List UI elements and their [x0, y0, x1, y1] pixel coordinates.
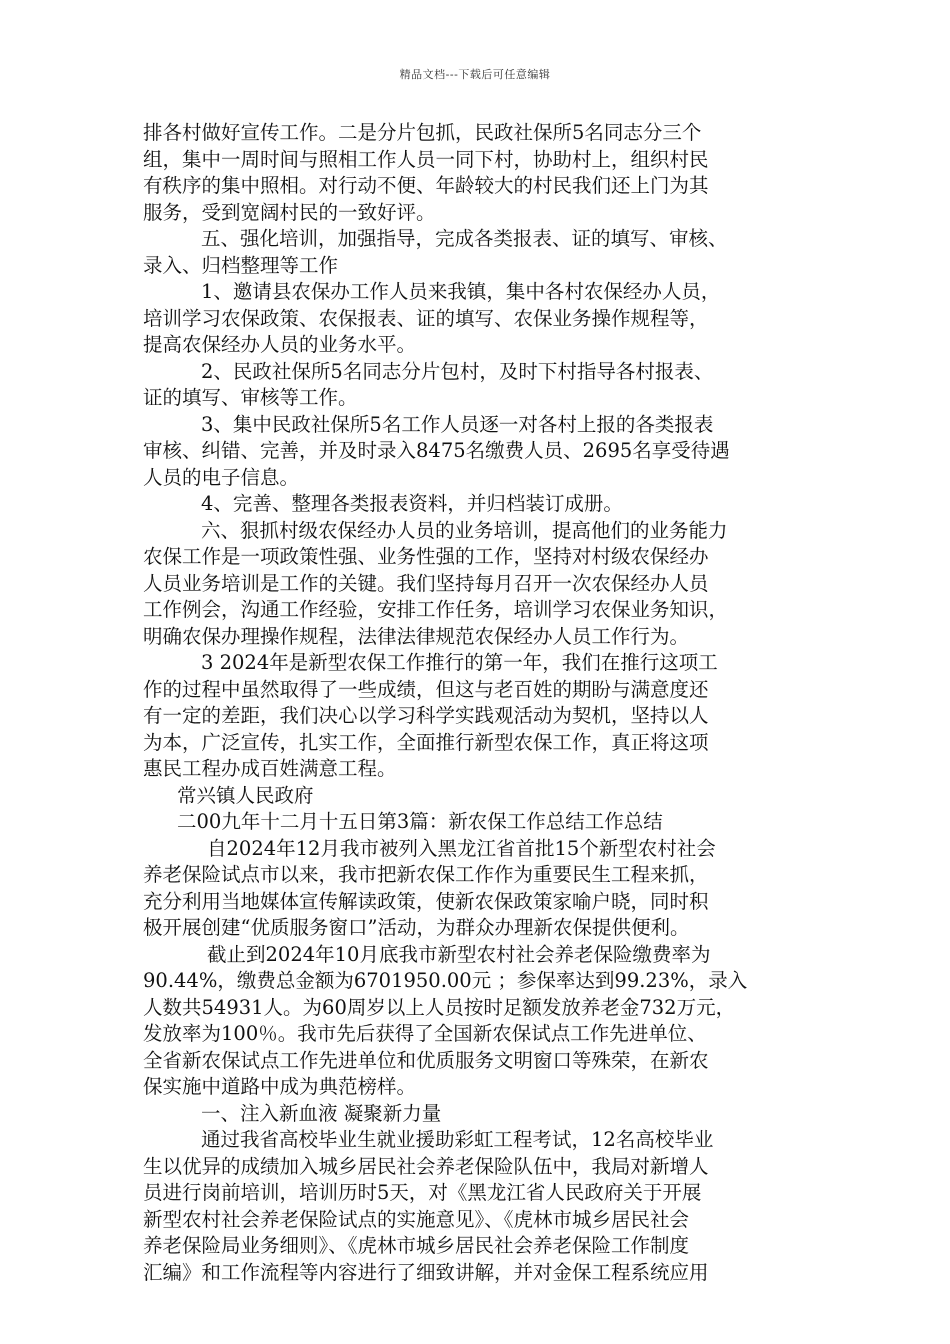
text-line: 员进行岗前培训，培训历时5天，对《黑龙江省人民政府关于开展: [143, 1181, 702, 1204]
text-line: 培训学习农保政策、农保报表、证的填写、农保业务操作规程等，: [143, 306, 709, 330]
list-item-4: 4、完善、整理各类报表资料，并归档装订成册。: [201, 492, 623, 515]
text-line: 有一定的差距，我们决心以学习科学实践观活动为契机，坚持以人: [143, 704, 709, 727]
list-item-1: 1、邀请县农保办工作人员来我镇，集中各村农保经办人员，: [201, 280, 721, 303]
section-heading-5: 五、强化培训，加强指导，完成各类报表、证的填写、审核、: [201, 227, 728, 250]
signature-org: 常兴镇人民政府: [177, 783, 314, 807]
paragraph-start: 截止到2024年10月底我市新型农村社会养老保险缴费率为: [207, 942, 711, 966]
text-line: 服务，受到宽阔村民的一致好评。: [143, 200, 436, 224]
text-line: 养老保险试点市以来，我市把新农保工作作为重要民生工程来抓，: [143, 863, 709, 886]
text-line: 90.44%，缴费总金额为6701950.00元 ；参保率达到99.23%，录入: [143, 969, 748, 992]
text-line: 明确农保办理操作规程，法律法律规范农保经办人员工作行为。: [143, 624, 690, 648]
signature-date-title: 二00九年十二月十五日第3篇：新农保工作总结工作总结: [177, 810, 663, 833]
paragraph-start: 自2024年12月我市被列入黑龙江省首批15个新型农村社会: [207, 836, 716, 860]
section-heading-6: 六、狠抓村级农保经办人员的业务培训，提高他们的业务能力: [201, 518, 728, 542]
text-line: 人员的电子信息。: [143, 465, 300, 489]
list-item-3: 3、集中民政社保所5名工作人员逐一对各村上报的各类报表: [201, 412, 714, 436]
text-line: 生以优异的成绩加入城乡居民社会养老保险队伍中，我局对新增人: [143, 1154, 709, 1178]
text-line: 惠民工程办成百姓满意工程。: [143, 757, 397, 780]
section-heading-1: 一、注入新血液 凝聚新力量: [201, 1101, 442, 1125]
text-line: 全省新农保试点工作先进单位和优质服务文明窗口等殊荣，在新农: [143, 1048, 709, 1072]
text-line: 养老保险局业务细则》、《虎林市城乡居民社会养老保险工作制度: [143, 1234, 690, 1257]
text-line: 发放率为100％。我市先后获得了全国新农保试点工作先进单位、: [143, 1022, 707, 1045]
text-line: 组，集中一周时间与照相工作人员一同下村，协助村上，组织村民: [143, 147, 709, 171]
text-line: 审核、纠错、完善，并及时录入8475名缴费人员、2695名享受待遇: [143, 439, 730, 462]
text-line: 极开展创建“优质服务窗口”活动，为群众办理新农保提供便利。: [143, 916, 690, 939]
text-line: 排各村做好宣传工作。二是分片包抓，民政社保所5名同志分三个: [143, 121, 702, 144]
text-line: 汇编》和工作流程等内容进行了细致讲解，并对金保工程系统应用: [143, 1260, 709, 1284]
text-line: 工作例会，沟通工作经验，安排工作任务，培训学习农保业务知识，: [143, 598, 729, 621]
text-line: 为本，广泛宣传，扎实工作，全面推行新型农保工作，真正将这项: [143, 730, 709, 754]
page-header: 精品文档---下载后可任意编辑: [399, 68, 551, 81]
paragraph-start: 通过我省高校毕业生就业援助彩虹工程考试，12名高校毕业: [201, 1128, 714, 1151]
list-item-2: 2、民政社保所5名同志分片包村，及时下村指导各村报表、: [201, 359, 714, 383]
text-line: 证的填写、审核等工作。: [143, 386, 358, 409]
text-line: 提高农保经办人员的业务水平。: [143, 333, 417, 356]
document-body: [143, 120, 811, 1286]
text-line: 新型农村社会养老保险试点的实施意见》、《虎林市城乡居民社会: [143, 1207, 690, 1231]
text-line: 录入、归档整理等工作: [143, 253, 339, 277]
text-line: 人数共54931人。为60周岁以上人员按时足额发放养老金732万元，: [143, 995, 736, 1019]
text-line: 充分利用当地媒体宣传解读政策，使新农保政策家喻户晓，同时积: [143, 889, 709, 913]
text-line: 作的过程中虽然取得了一些成绩，但这与老百姓的期盼与满意度还: [143, 677, 709, 701]
text-line: 人员业务培训是工作的关键。我们坚持每月召开一次农保经办人员: [143, 571, 709, 595]
text-line: 保实施中道路中成为典范榜样。: [143, 1075, 417, 1098]
text-line: 农保工作是一项政策性强、业务性强的工作，坚持对村级农保经办: [143, 545, 709, 568]
text-line: 有秩序的集中照相。对行动不便、年龄较大的村民我们还上门为其: [143, 174, 709, 197]
paragraph-start: 3 2024年是新型农保工作推行的第一年，我们在推行这项工: [201, 651, 718, 674]
